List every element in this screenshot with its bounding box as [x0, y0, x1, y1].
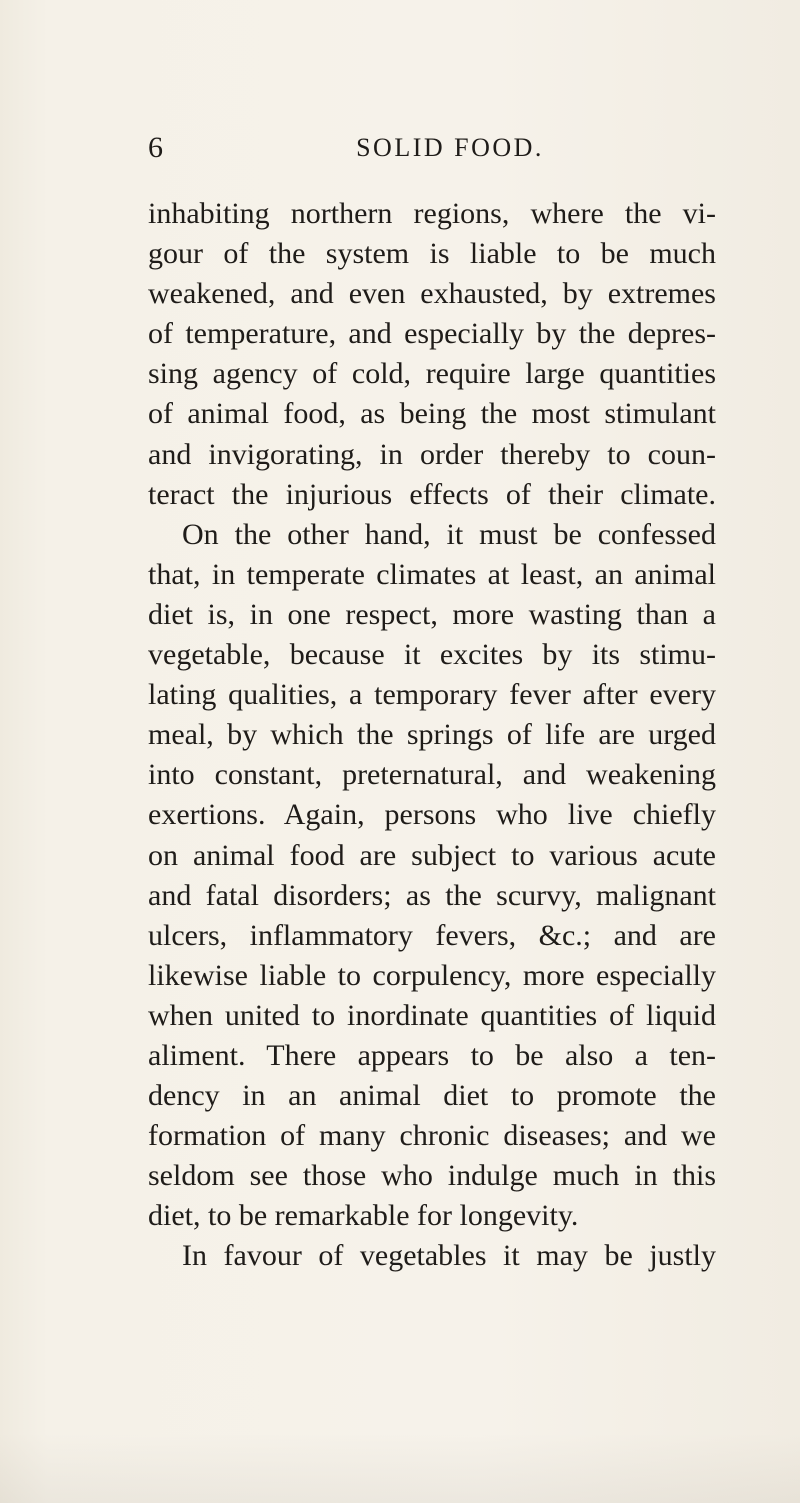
text-line: ulcers, inflammatory fevers, &c.; and are [148, 918, 716, 952]
text-line: meal, by which the springs of life are urged [148, 718, 716, 752]
text-line: gour of the system is liable to be much [148, 237, 716, 271]
text-line: exertions. Again, persons who live chiefly [148, 798, 716, 832]
text-line: sing agency of cold, require large quantities [148, 357, 716, 391]
paragraph-start-line: In favour of vegetables it may be justly [182, 1239, 716, 1273]
text-line: formation of many chronic diseases; and we [148, 1119, 716, 1153]
text-line: weakened, and even exhausted, by extremes [148, 277, 716, 311]
page-edge-shadow [0, 1433, 800, 1503]
text-line: on animal food are subject to various acute [148, 838, 716, 872]
text-line: and invigorating, in order thereby to coun- [148, 437, 716, 471]
page-header [148, 128, 708, 168]
paragraph-end-line: diet, to be remarkable for longevity. [148, 1199, 579, 1233]
text-line: aliment. There appears to be also a ten- [148, 1038, 716, 1072]
text-line: dency in an animal diet to promote the [148, 1079, 716, 1113]
text-line: teract the injurious effects of their climate. [148, 477, 716, 511]
text-line: that, in temperate climates at least, an animal [148, 557, 716, 591]
text-line: of temperature, and especially by the depres- [148, 317, 716, 351]
text-line: inhabiting northern regions, where the vi- [148, 197, 716, 230]
text-line: lating qualities, a temporary fever after every [148, 678, 716, 712]
paragraph-start-line: On the other hand, it must be confessed [182, 517, 716, 551]
text-line: likewise liable to corpulency, more especially [148, 958, 716, 992]
text-line: diet is, in one respect, more wasting than a [148, 597, 716, 631]
text-line: and fatal disorders; as the scurvy, malignant [148, 878, 716, 912]
text-line: vegetable, because it excites by its stimu- [148, 638, 716, 672]
text-line: when united to inordinate quantities of liquid [148, 998, 716, 1032]
text-line: seldom see those who indulge much in this [148, 1159, 716, 1193]
text-line: into constant, preternatural, and weakening [148, 758, 716, 792]
running-head: SOLID FOOD. [356, 133, 544, 162]
body-text [148, 194, 716, 1277]
page-number: 6 [148, 131, 163, 164]
text-line: of animal food, as being the most stimulant [148, 397, 716, 431]
